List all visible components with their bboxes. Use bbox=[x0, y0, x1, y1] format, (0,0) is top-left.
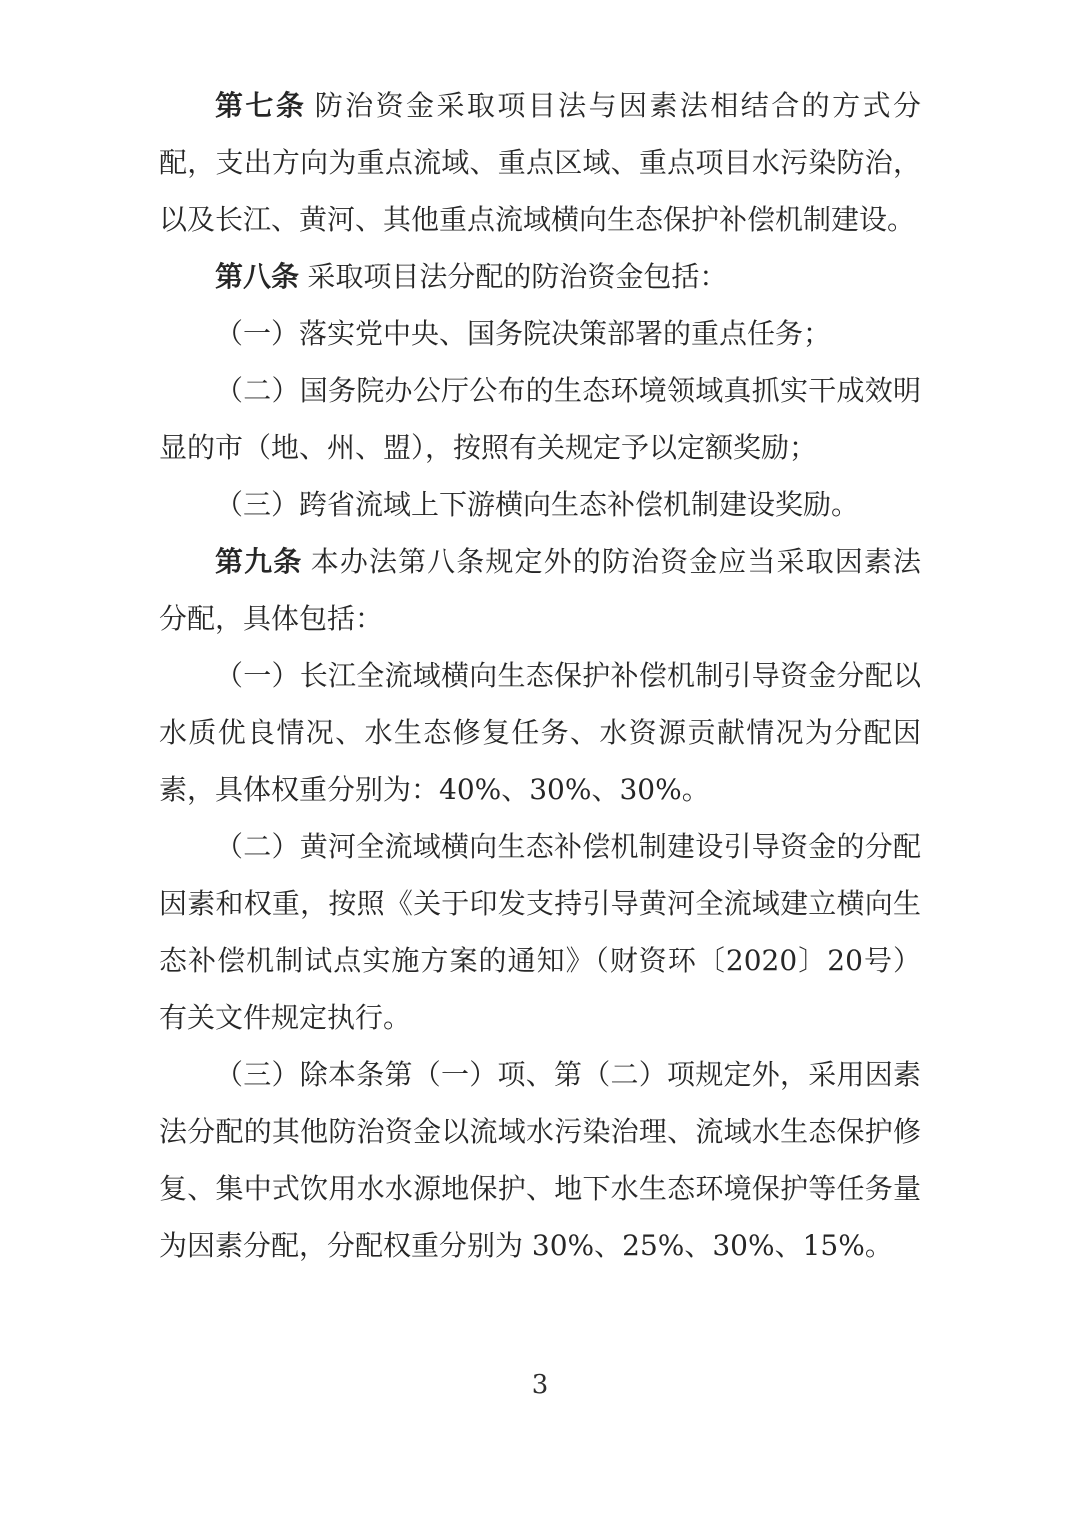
paragraph: （一）落实党中央、国务院决策部署的重点任务； bbox=[215, 317, 832, 350]
article-number-heading: 第七条 bbox=[215, 89, 307, 122]
paragraph: 第八条 采取项目法分配的防治资金包括： bbox=[215, 260, 728, 293]
paragraph: 第七条 防治资金采取项目法与因素法相结合的方式分配，支出方向为重点流域、重点区域、重点项目水污染防治，以及长江、黄河、其他重点流域横向生态保护补偿机制建设。 bbox=[159, 89, 921, 236]
document-body bbox=[159, 77, 921, 1274]
paragraph: 第九条 本办法第八条规定外的防治资金应当采取因素法分配，具体包括： bbox=[159, 545, 921, 635]
paragraph: （二）黄河全流域横向生态补偿机制建设引导资金的分配因素和权重，按照《关于印发支持引导黄河全流域建立横向生态补偿机制试点实施方案的通知》（财资环〔2020〕20号）有关文件规定执行。 bbox=[159, 830, 921, 1034]
article-number-heading: 第九条 bbox=[215, 545, 303, 578]
paragraph: （一）长江全流域横向生态保护补偿机制引导资金分配以水质优良情况、水生态修复任务、水资源贡献情况为分配因素，具体权重分别为：40%、30%、30%。 bbox=[159, 659, 921, 806]
paragraph: （三）除本条第（一）项、第（二）项规定外，采用因素法分配的其他防治资金以流域水污染治理、流域水生态保护修复、集中式饮用水水源地保护、地下水生态环境保护等任务量为因素分配，分配权重分别为 30%、25%、30%、15%。 bbox=[159, 1058, 921, 1262]
paragraph: （二）国务院办公厅公布的生态环境领域真抓实干成效明显的市（地、州、盟），按照有关规定予以定额奖励； bbox=[159, 374, 921, 464]
paragraph: （三）跨省流域上下游横向生态补偿机制建设奖励。 bbox=[215, 488, 860, 521]
article-number-heading: 第八条 bbox=[215, 260, 300, 293]
page-number: 3 bbox=[531, 1370, 549, 1400]
